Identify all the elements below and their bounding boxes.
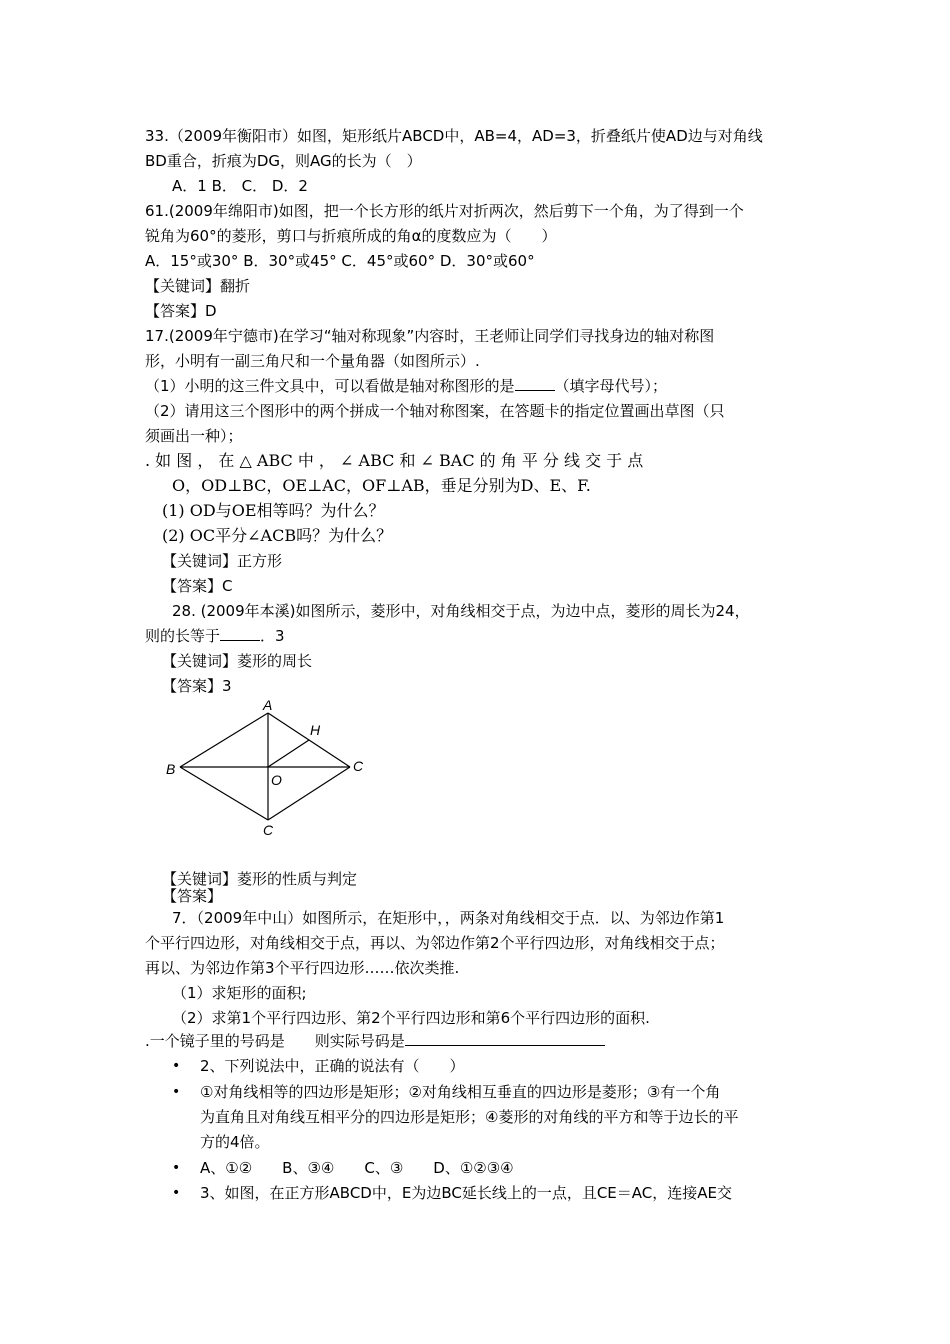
q61-line2: 锐角为60°的菱形，剪口与折痕所成的角α的度数应为（ ）	[145, 227, 557, 245]
angle-q-keyword: 【关键词】正方形	[162, 552, 283, 570]
q28-keyword: 【关键词】菱形的周长	[162, 652, 313, 670]
q17-line2: 形，小明有一副三角尺和一个量角器（如图所示）.	[145, 352, 480, 370]
mirror-text: .一个镜子里的号码是 则实际号码是	[145, 1032, 405, 1050]
q7-line2: 个平行四边形，对角线相交于点，再以、为邻边作第2个平行四边形，对角线相交于点；	[145, 934, 725, 952]
q61-line1: 61.(2009年绵阳市)如图，把一个长方形的纸片对折两次，然后剪下一个角，为了得到一个	[145, 202, 744, 220]
edge-bc	[180, 767, 268, 820]
angle-q-sub1: (1) OD与OE相等吗？为什么？	[162, 501, 385, 520]
q61-answer: 【答案】D	[145, 302, 217, 320]
q7-line3: 再以、为邻边作第3个平行四边形……依次类推.	[145, 959, 460, 977]
angle-q-sub2: (2) OC平分∠ACB吗？为什么？	[162, 526, 393, 545]
bullet-item-3: A、①② B、③④ C、③ D、①②③④	[200, 1159, 514, 1177]
q28-line2-a: 则的长等于	[145, 627, 221, 645]
label-o: O	[271, 772, 282, 788]
q17-sub2b: 须画出一种）；	[145, 427, 243, 445]
bullet-item-2-line2: 为直角且对角线互相平分的四边形是矩形；④菱形的对角线的平方和等于边长的平	[200, 1108, 739, 1126]
q7-keyword: 【关键词】菱形的性质与判定	[162, 870, 358, 888]
mirror-question	[145, 1030, 605, 1052]
q61-options: A．15°或30° B．30°或45° C．45°或60° D．30°或60°	[145, 252, 535, 270]
q7-sub1: （1）求矩形的面积;	[172, 984, 307, 1002]
label-c-bottom: C	[263, 822, 274, 838]
q17-sub1-tail: （填字母代号）；	[554, 377, 668, 395]
label-b: B	[166, 761, 176, 777]
answer-blank	[220, 625, 260, 641]
angle-q-line1: . 如 图 ， 在 △ ABC 中 ， ∠ ABC 和 ∠ BAC 的 角 平 分 线 交 于 点	[145, 451, 644, 470]
q33-line2: BD重合，折痕为DG，则AG的长为（ ）	[145, 152, 422, 170]
answer-blank	[515, 375, 555, 391]
bullet-1: •	[172, 1058, 181, 1074]
label-c-right: C	[353, 758, 364, 774]
rhombus-figure	[160, 695, 380, 840]
bullet-item-4: 3、如图，在正方形ABCD中，E为边BC延长线上的一点，且CE＝AC，连接AE交	[200, 1184, 732, 1202]
q33-line1: 33.（2009年衡阳市）如图，矩形纸片ABCD中，AB=4，AD=3，折叠纸片使AD边与对角线	[145, 127, 763, 145]
answer-blank	[405, 1030, 605, 1046]
bullet-4: •	[172, 1185, 181, 1201]
q17-sub1	[145, 375, 667, 397]
q17-sub2: （2）请用这三个图形中的两个拼成一个轴对称图案，在答题卡的指定位置画出草图（只	[145, 402, 725, 420]
edge-ab	[180, 713, 268, 767]
bullet-2: •	[172, 1084, 181, 1100]
q7-sub2: （2）求第1个平行四边形、第2个平行四边形和第6个平行四边形的面积.	[172, 1009, 650, 1027]
label-a: A	[263, 697, 273, 713]
bullet-3: •	[172, 1160, 181, 1176]
bullet-item-2-line3: 方的4倍。	[200, 1133, 270, 1151]
q28-line2-b: ．3	[260, 627, 285, 645]
q17-line1: 17.(2009年宁德市)在学习“轴对称现象”内容时，王老师让同学们寻找身边的轴对称图	[145, 327, 715, 345]
q28-line1: 28. (2009年本溪)如图所示，菱形中，对角线相交于点，为边中点，菱形的周长为24，	[172, 602, 750, 620]
q7-line1: 7．（2009年中山）如图所示，在矩形中，，两条对角线相交于点．以、为邻边作第1	[172, 909, 725, 927]
q28-answer: 【答案】3	[162, 677, 232, 695]
segment-oh	[268, 740, 309, 767]
label-h: H	[310, 722, 321, 738]
q33-options: A．1 B． C． D．2	[172, 177, 308, 195]
q17-sub1-text: （1）小明的这三件文具中，可以看做是轴对称图形的是	[145, 377, 515, 395]
bullet-item-1: 2、下列说法中，正确的说法有（ ）	[200, 1057, 465, 1075]
q7-answer: 【答案】	[162, 887, 223, 905]
q28-line2	[145, 625, 285, 647]
angle-q-line2: O，OD⊥BC，OE⊥AC，OF⊥AB，垂足分别为D、E、F.	[172, 476, 591, 495]
angle-q-answer: 【答案】C	[162, 577, 233, 595]
bullet-item-2-line1: ①对角线相等的四边形是矩形；②对角线相互垂直的四边形是菱形；③有一个角	[200, 1083, 721, 1101]
q61-keyword: 【关键词】翻折	[145, 277, 251, 295]
